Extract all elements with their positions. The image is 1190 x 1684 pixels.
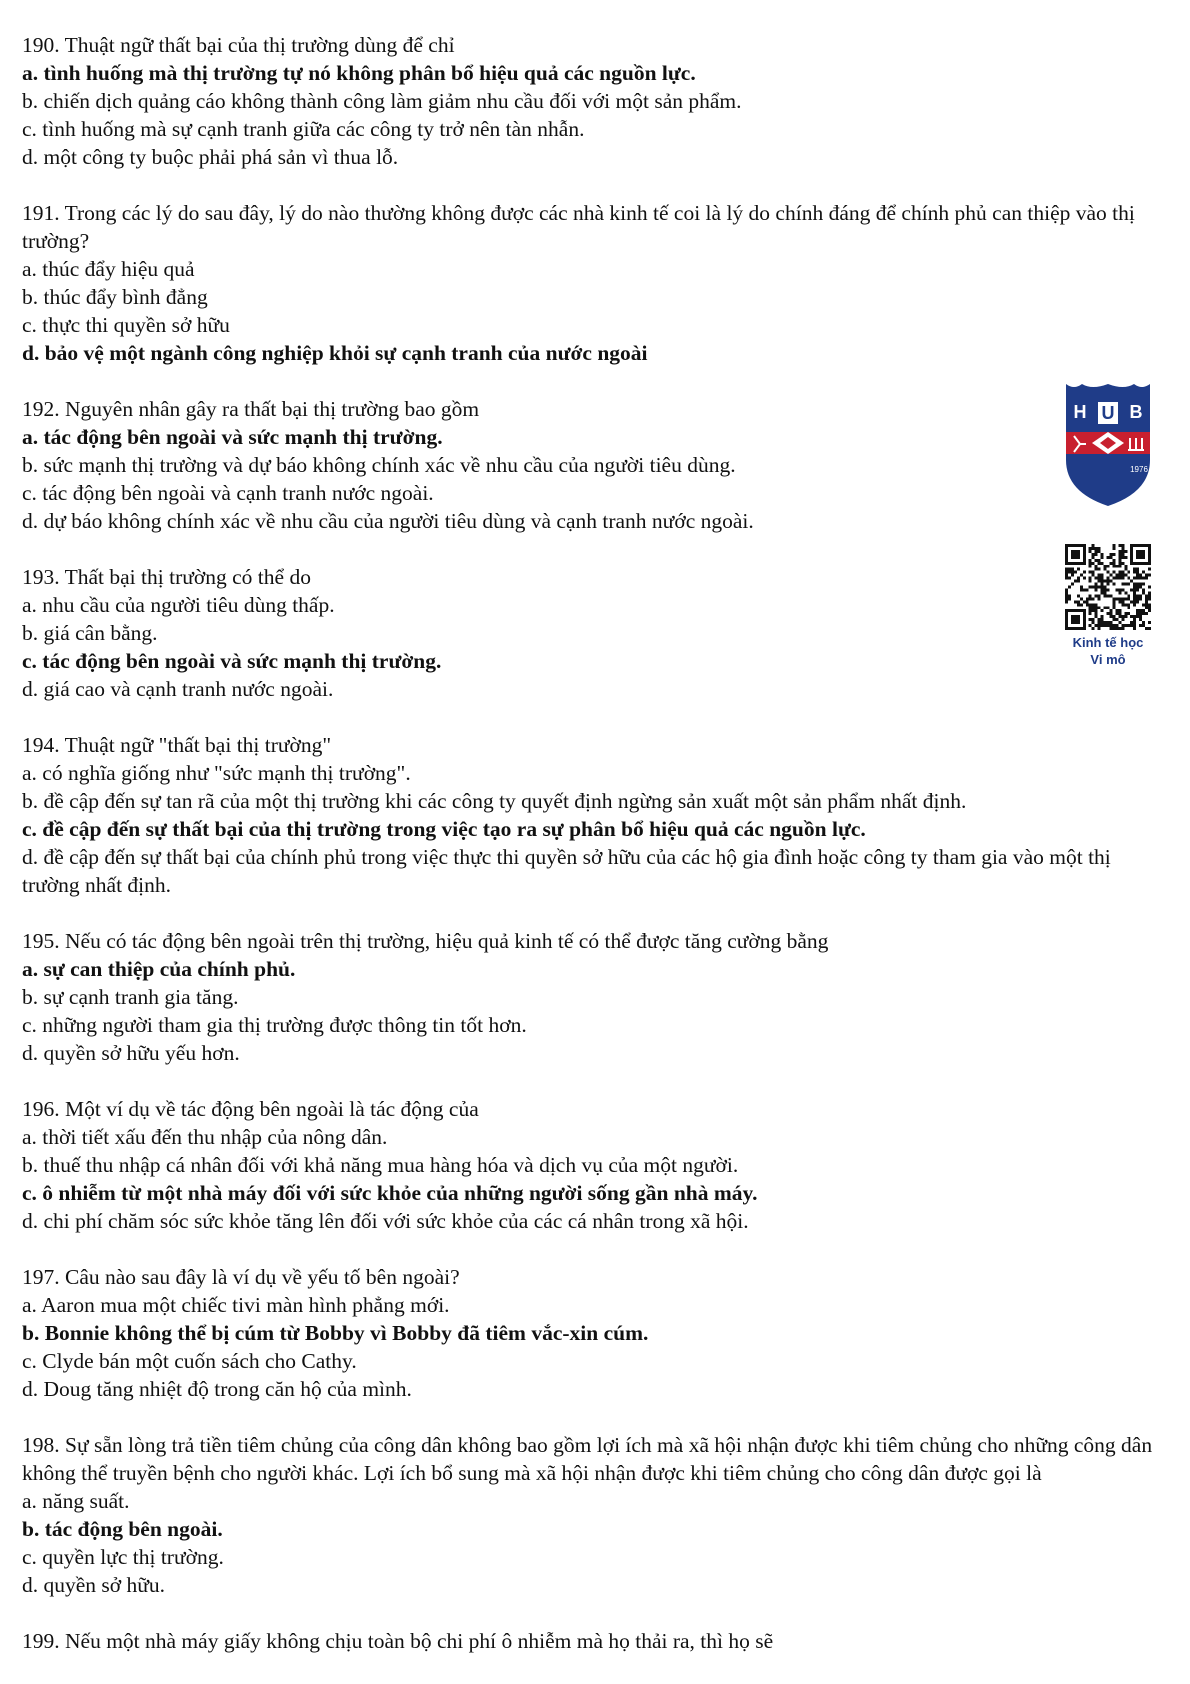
option-d: d. Doug tăng nhiệt độ trong căn hộ của mình. bbox=[22, 1377, 412, 1401]
document-body bbox=[22, 31, 1172, 1683]
option-d: d. dự báo không chính xác về nhu cầu của người tiêu dùng và cạnh tranh nước ngoài. bbox=[22, 509, 754, 533]
question-196 bbox=[22, 1095, 1172, 1235]
option-d: d. đề cập đến sự thất bại của chính phủ trong việc thực thi quyền sở hữu của các hộ gia đình hoặc công ty tham gia vào một thị trường nhất định. bbox=[22, 845, 1111, 897]
shield-right-ornament-icon bbox=[1128, 438, 1144, 450]
option-c: c. tác động bên ngoài và cạnh tranh nước ngoài. bbox=[22, 481, 434, 505]
question-stem: 190. Thuật ngữ thất bại của thị trường dùng để chỉ bbox=[22, 33, 455, 57]
option-b: b. chiến dịch quảng cáo không thành công làm giảm nhu cầu đối với một sản phẩm. bbox=[22, 89, 742, 113]
option-c: c. quyền lực thị trường. bbox=[22, 1545, 224, 1569]
question-stem: 197. Câu nào sau đây là ví dụ về yếu tố bên ngoài? bbox=[22, 1265, 460, 1289]
question-stem: 192. Nguyên nhân gây ra thất bại thị trường bao gồm bbox=[22, 397, 480, 421]
option-b: b. Bonnie không thể bị cúm từ Bobby vì Bobby đã tiêm vắc-xin cúm. bbox=[22, 1321, 649, 1345]
option-d: d. một công ty buộc phải phá sản vì thua lỗ. bbox=[22, 145, 399, 169]
qr-finder-bottom-left bbox=[1065, 609, 1086, 630]
question-195 bbox=[22, 927, 1172, 1067]
option-d: d. chi phí chăm sóc sức khỏe tăng lên đối với sức khỏe của các cá nhân trong xã hội. bbox=[22, 1209, 749, 1233]
qr-code bbox=[1065, 544, 1151, 630]
watermark-panel bbox=[1060, 380, 1156, 668]
option-a: a. năng suất. bbox=[22, 1489, 130, 1513]
option-a: a. nhu cầu của người tiêu dùng thấp. bbox=[22, 593, 335, 617]
question-stem: 194. Thuật ngữ "thất bại thị trường" bbox=[22, 733, 332, 757]
question-191 bbox=[22, 199, 1172, 367]
qr-caption-line2: Vi mô bbox=[1090, 652, 1126, 667]
question-193 bbox=[22, 563, 1172, 703]
option-b: b. đề cập đến sự tan rã của một thị trường khi các công ty quyết định ngừng sản xuất một sản phẩm nhất định. bbox=[22, 789, 967, 813]
option-a: a. có nghĩa giống như "sức mạnh thị trường". bbox=[22, 761, 411, 785]
option-c: c. những người tham gia thị trường được thông tin tốt hơn. bbox=[22, 1013, 527, 1037]
question-stem: 198. Sự sẵn lòng trả tiền tiêm chủng của công dân không bao gồm lợi ích mà xã hội nhận được khi tiêm chủng cho những công dân không thể truyền bệnh cho người khác. Lợi ích bổ sung mà xã hội nhận được khi tiêm chủng cho công dân được gọi là bbox=[22, 1433, 1153, 1485]
option-c: c. ô nhiễm từ một nhà máy đối với sức khỏe của những người sống gần nhà máy. bbox=[22, 1181, 758, 1205]
question-192 bbox=[22, 395, 1172, 535]
logo-letter-b: B bbox=[1129, 402, 1143, 422]
logo-letter-h: H bbox=[1073, 402, 1087, 422]
option-a: a. Aaron mua một chiếc tivi màn hình phẳng mới. bbox=[22, 1293, 450, 1317]
option-b: b. giá cân bằng. bbox=[22, 621, 158, 645]
option-b: b. thuế thu nhập cá nhân đối với khả năng mua hàng hóa và dịch vụ của một người. bbox=[22, 1153, 739, 1177]
question-stem: 196. Một ví dụ về tác động bên ngoài là tác động của bbox=[22, 1097, 479, 1121]
option-b: b. thúc đẩy bình đẳng bbox=[22, 285, 208, 309]
question-199 bbox=[22, 1627, 1172, 1655]
option-a: a. thúc đẩy hiệu quả bbox=[22, 257, 195, 281]
logo-letter-u: U bbox=[1101, 403, 1115, 423]
option-c: c. Clyde bán một cuốn sách cho Cathy. bbox=[22, 1349, 357, 1373]
option-d: d. bảo vệ một ngành công nghiệp khỏi sự cạnh tranh của nước ngoài bbox=[22, 341, 648, 365]
option-c: c. thực thi quyền sở hữu bbox=[22, 313, 230, 337]
option-a: a. sự can thiệp của chính phủ. bbox=[22, 957, 296, 981]
question-190 bbox=[22, 31, 1172, 171]
qr-caption-line1: Kinh tế học bbox=[1072, 635, 1144, 650]
question-194 bbox=[22, 731, 1172, 899]
hub-logo-shield bbox=[1062, 380, 1154, 510]
option-a: a. thời tiết xấu đến thu nhập của nông dân. bbox=[22, 1125, 388, 1149]
logo-year: 1976 bbox=[1130, 465, 1148, 474]
option-c: c. đề cập đến sự thất bại của thị trường trong việc tạo ra sự phân bổ hiệu quả các nguồn lực. bbox=[22, 817, 866, 841]
option-c: c. tình huống mà sự cạnh tranh giữa các công ty trở nên tàn nhẫn. bbox=[22, 117, 585, 141]
question-stem: 199. Nếu một nhà máy giấy không chịu toàn bộ chi phí ô nhiễm mà họ thải ra, thì họ sẽ bbox=[22, 1629, 774, 1653]
question-stem: 191. Trong các lý do sau đây, lý do nào thường không được các nhà kinh tế coi là lý do chính đáng để chính phủ can thiệp vào thị trường? bbox=[22, 201, 1135, 253]
question-198 bbox=[22, 1431, 1172, 1599]
option-b: b. tác động bên ngoài. bbox=[22, 1517, 223, 1541]
option-b: b. sự cạnh tranh gia tăng. bbox=[22, 985, 239, 1009]
option-b: b. sức mạnh thị trường và dự báo không chính xác về nhu cầu của người tiêu dùng. bbox=[22, 453, 736, 477]
question-stem: 193. Thất bại thị trường có thể do bbox=[22, 565, 311, 589]
option-d: d. giá cao và cạnh tranh nước ngoài. bbox=[22, 677, 334, 701]
option-c: c. tác động bên ngoài và sức mạnh thị trường. bbox=[22, 649, 442, 673]
option-d: d. quyền sở hữu. bbox=[22, 1573, 166, 1597]
option-d: d. quyền sở hữu yếu hơn. bbox=[22, 1041, 240, 1065]
option-a: a. tình huống mà thị trường tự nó không phân bổ hiệu quả các nguồn lực. bbox=[22, 61, 696, 85]
question-stem: 195. Nếu có tác động bên ngoài trên thị trường, hiệu quả kinh tế có thể được tăng cường bằng bbox=[22, 929, 829, 953]
option-a: a. tác động bên ngoài và sức mạnh thị trường. bbox=[22, 425, 443, 449]
question-197 bbox=[22, 1263, 1172, 1403]
qr-finder-top-left bbox=[1065, 544, 1086, 565]
qr-finder-top-right bbox=[1130, 544, 1151, 565]
